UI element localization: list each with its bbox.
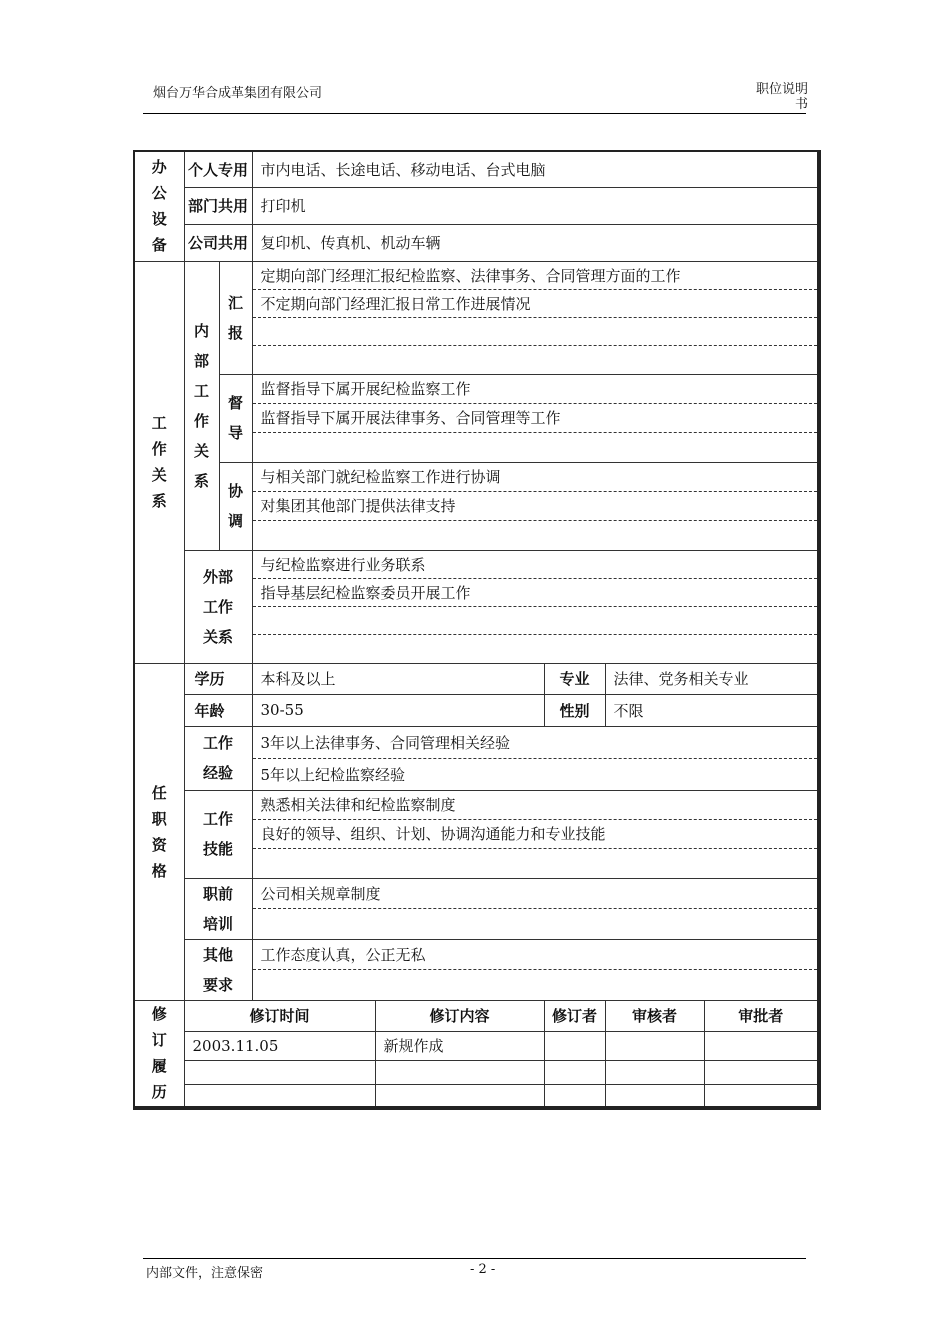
- supervise-label-text: 督导: [228, 394, 244, 442]
- equipment-section-label: [134, 151, 184, 261]
- experience-label: [184, 726, 252, 790]
- education-value: 本科及以上: [252, 663, 544, 694]
- revision-row-2-time: [184, 1060, 375, 1084]
- external-line-2: 指导基层纪检监察委员开展工作: [253, 579, 818, 607]
- revision-row-1-content: 新规作成: [375, 1031, 544, 1060]
- revision-header-reviser: 修订者: [544, 1000, 605, 1031]
- report-line-1: 定期向部门经理汇报纪检监察、法律事务、合同管理方面的工作: [253, 262, 818, 290]
- experience-label-line-2: 经验: [203, 764, 234, 782]
- company-name: 烟台万华合成革集团有限公司: [153, 86, 323, 101]
- other-line-2: [253, 970, 818, 1000]
- training-lines: [252, 878, 819, 939]
- experience-line-1: 3年以上法律事务、合同管理相关经验: [253, 727, 818, 759]
- external-relations-label: [184, 550, 252, 663]
- supervise-label: [219, 374, 252, 462]
- report-label-text: 汇报: [228, 293, 244, 342]
- revision-section-label: [134, 1000, 184, 1108]
- supervise-line-2: 监督指导下属开展法律事务、合同管理等工作: [253, 404, 818, 433]
- report-line-4: [253, 346, 818, 373]
- revision-row-3-time: [184, 1084, 375, 1108]
- other-lines: [252, 939, 819, 1000]
- skills-lines: [252, 790, 819, 878]
- experience-label-line-1: 工作: [203, 734, 234, 752]
- skills-line-1: 熟悉相关法律和纪检监察制度: [253, 791, 818, 820]
- training-label: [184, 878, 252, 939]
- experience-lines: [252, 726, 819, 790]
- confidential-note: 内部文件，注意保密: [146, 1266, 264, 1281]
- revision-row-1-approver: [704, 1031, 819, 1060]
- gender-label: 性别: [544, 694, 605, 726]
- revision-row-2-approver: [704, 1060, 819, 1084]
- coordinate-line-2: 对集团其他部门提供法律支持: [253, 492, 818, 521]
- equipment-company-label: 公司共用: [184, 224, 252, 261]
- equipment-personal-label: 个人专用: [184, 151, 252, 187]
- skills-label-line-2: 技能: [203, 840, 234, 858]
- report-line-2: 不定期向部门经理汇报日常工作进展情况: [253, 290, 818, 318]
- revision-row-3-reviewer: [605, 1084, 704, 1108]
- internal-relations-label: [184, 261, 219, 550]
- external-label-line-3: 关系: [203, 627, 234, 646]
- training-line-2: [253, 909, 818, 939]
- report-line-3: [253, 318, 818, 346]
- equipment-section-text: 办公设备: [151, 158, 167, 255]
- skills-line-3: [253, 849, 818, 877]
- report-lines: [252, 261, 819, 374]
- revision-row-1-reviser: [544, 1031, 605, 1060]
- education-label: 学历: [184, 663, 252, 694]
- revision-row-1-time: 2003.11.05: [184, 1031, 375, 1060]
- revision-header-content: 修订内容: [375, 1000, 544, 1031]
- footer-divider: [143, 1258, 806, 1259]
- qualification-section-label: [134, 663, 184, 1000]
- skills-label-line-1: 工作: [203, 810, 234, 828]
- revision-row-3-reviser: [544, 1084, 605, 1108]
- revision-header-time: 修订时间: [184, 1000, 375, 1031]
- other-label-line-1: 其他: [203, 945, 234, 964]
- revision-row-2-content: [375, 1060, 544, 1084]
- other-label-line-2: 要求: [203, 975, 234, 994]
- revision-row-3-approver: [704, 1084, 819, 1108]
- supervise-line-3: [253, 433, 818, 461]
- revision-row-3-content: [375, 1084, 544, 1108]
- skills-line-2: 良好的领导、组织、计划、协调沟通能力和专业技能: [253, 820, 818, 849]
- age-label: 年龄: [184, 694, 252, 726]
- external-label-line-2: 工作: [203, 597, 234, 616]
- major-label: 专业: [544, 663, 605, 694]
- relations-section-label: [134, 261, 184, 663]
- equipment-dept-value: 打印机: [252, 187, 819, 224]
- report-label: [219, 261, 252, 374]
- header-divider: [143, 113, 806, 114]
- job-description-table: [133, 150, 821, 1110]
- equipment-dept-label: 部门共用: [184, 187, 252, 224]
- coordinate-label-text: 协调: [228, 482, 244, 530]
- equipment-company-value: 复印机、传真机、机动车辆: [252, 224, 819, 261]
- gender-value: 不限: [605, 694, 819, 726]
- training-label-line-2: 培训: [203, 914, 234, 933]
- training-label-line-1: 职前: [203, 884, 234, 903]
- coordinate-label: [219, 462, 252, 550]
- revision-section-text: 修订履历: [151, 1005, 167, 1102]
- revision-row-2-reviewer: [605, 1060, 704, 1084]
- age-value: 30-55: [252, 694, 544, 726]
- supervise-lines: [252, 374, 819, 462]
- training-line-1: 公司相关规章制度: [253, 879, 818, 910]
- internal-relations-text: 内部工作关系: [194, 321, 210, 490]
- qualification-section-text: 任职资格: [151, 783, 167, 880]
- coordinate-line-1: 与相关部门就纪检监察工作进行协调: [253, 463, 818, 492]
- revision-header-reviewer: 审核者: [605, 1000, 704, 1031]
- other-label: [184, 939, 252, 1000]
- equipment-personal-value: 市内电话、长途电话、移动电话、台式电脑: [252, 151, 819, 187]
- external-label-line-1: 外部: [203, 567, 234, 586]
- experience-line-2: 5年以上纪检监察经验: [260, 765, 406, 784]
- revision-row-2-reviser: [544, 1060, 605, 1084]
- supervise-line-1: 监督指导下属开展纪检监察工作: [253, 375, 818, 404]
- page-number: - 2 -: [470, 1262, 496, 1277]
- document-type: 职位说明书: [755, 82, 808, 112]
- external-line-4: [253, 635, 818, 662]
- other-line-1: 工作态度认真，公正无私: [253, 940, 818, 971]
- major-value: 法律、党务相关专业: [605, 663, 819, 694]
- coordinate-lines: [252, 462, 819, 550]
- external-line-3: [253, 607, 818, 635]
- skills-label: [184, 790, 252, 878]
- relations-section-text: 工作关系: [151, 414, 167, 510]
- revision-row-1-reviewer: [605, 1031, 704, 1060]
- coordinate-line-3: [253, 521, 818, 549]
- revision-header-approver: 审批者: [704, 1000, 819, 1031]
- external-lines: [252, 550, 819, 663]
- external-line-1: 与纪检监察进行业务联系: [253, 551, 818, 579]
